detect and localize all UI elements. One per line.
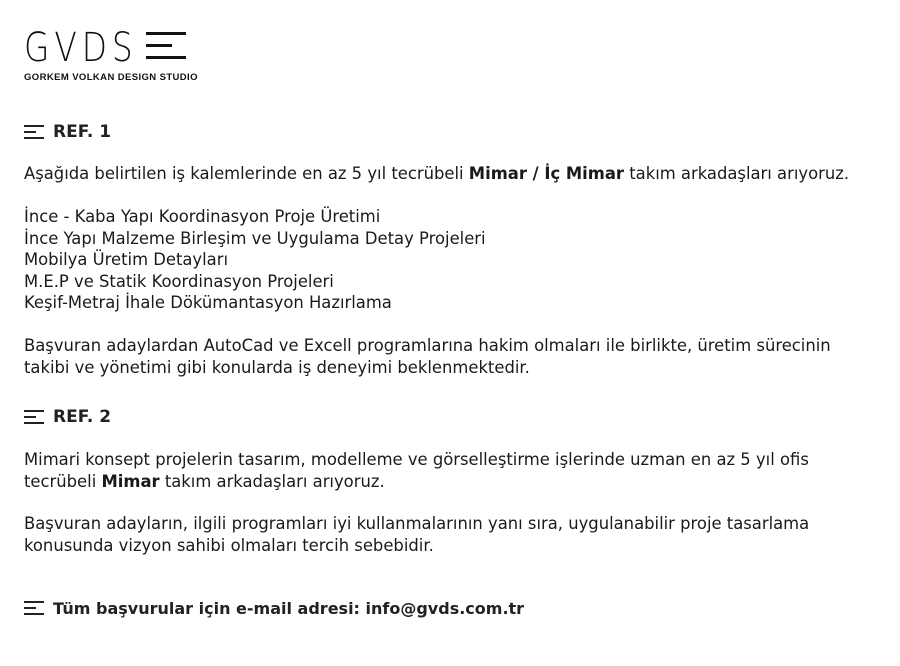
ref1-intro-text-end: takım arkadaşları arıyoruz. xyxy=(624,164,850,183)
ref2-title: REF. 2 xyxy=(53,407,112,427)
ref1-requirements xyxy=(24,335,884,378)
ref2-intro-line xyxy=(24,471,884,493)
ref2-preference-line: konusunda vizyon sahibi olmaları tercih sebebidir. xyxy=(24,535,434,555)
list-item: M.E.P ve Statik Koordinasyon Projeleri xyxy=(24,271,334,291)
contact-text: Tüm başvurular için e-mail adresi: info@gvds.com.tr xyxy=(53,598,525,618)
ref1-requirements-line: Başvuran adaylardan AutoCad ve Excell programlarına hakim olmaları ile birlikte, üretim sürecinin xyxy=(24,336,831,355)
ref2-intro xyxy=(24,449,884,492)
ref1-requirements-line: takibi ve yönetimi gibi konularda iş deneyimi beklenmektedir. xyxy=(24,357,530,377)
ref2-intro-text-end: takım arkadaşları arıyoruz. xyxy=(159,471,385,491)
ref1-intro-text: Aşağıda belirtilen iş kalemlerinde en az 5 yıl tecrübeli xyxy=(24,164,469,183)
list-item: İnce Yapı Malzeme Birleşim ve Uygulama Detay Projeleri xyxy=(24,228,486,248)
ref2-preference-line: Başvuran adayların, ilgili programları iyi kullanmalarının yanı sıra, uygulanabilir proje tasarlama xyxy=(24,514,810,533)
menu-lines-icon xyxy=(24,597,44,619)
list-item: Mobilya Üretim Detayları xyxy=(24,250,229,269)
ref1-intro xyxy=(24,163,884,185)
list-item: Keşif-Metraj İhale Dökümantasyon Hazırlama xyxy=(24,293,392,312)
ref1-heading xyxy=(24,121,111,143)
ref2-preference xyxy=(24,513,884,556)
logo-lines-icon xyxy=(146,32,186,68)
ref1-item-list xyxy=(24,206,884,314)
ref1-title: REF. 1 xyxy=(53,122,112,142)
ref2-intro-line: Mimari konsept projelerin tasarım, modelleme ve görselleştirme işlerinde uzman en az 5 yıl ofis xyxy=(24,450,809,469)
logo-wordmark: GVDS xyxy=(24,25,138,71)
contact-line xyxy=(24,597,524,619)
ref2-intro-text: tecrübeli xyxy=(24,471,102,491)
ref2-intro-role: Mimar xyxy=(101,471,160,491)
menu-lines-icon xyxy=(24,406,44,428)
menu-lines-icon xyxy=(24,121,44,143)
list-item: İnce - Kaba Yapı Koordinasyon Proje Üretimi xyxy=(24,207,381,226)
logo-subtitle: GORKEM VOLKAN DESIGN STUDIO xyxy=(24,72,198,83)
logo xyxy=(24,25,198,83)
ref1-intro-role: Mimar / İç Mimar xyxy=(468,164,625,183)
ref2-heading xyxy=(24,406,111,428)
